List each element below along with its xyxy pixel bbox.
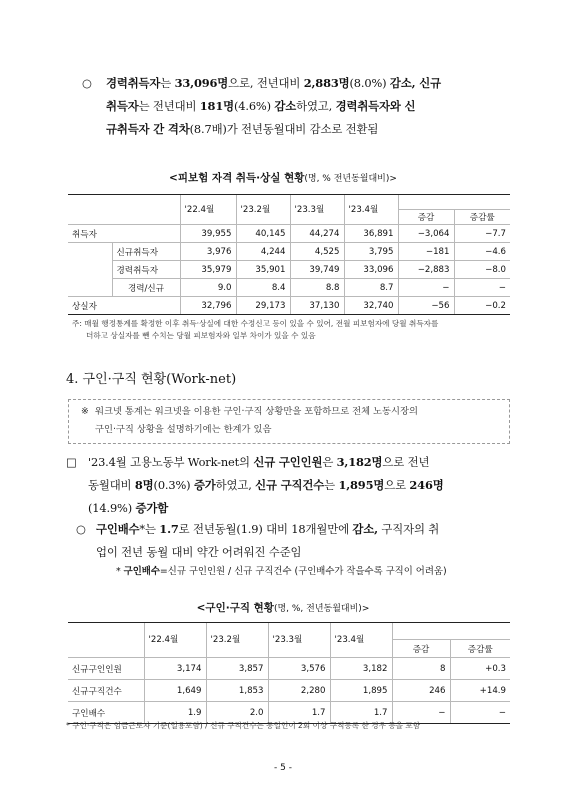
table-cell: 3,976 — [180, 243, 236, 261]
table-cell: 1.7 — [268, 702, 330, 724]
table1-title: <피보험 자격 취득·상실 현황 — [169, 172, 305, 184]
table-cell: 36,891 — [344, 225, 398, 243]
emphasis-text: 경력취득자와 신 — [335, 99, 416, 113]
table-cell: 1,853 — [206, 680, 268, 702]
table-cell: 33,096 — [344, 261, 398, 279]
row-label: 경력/신규 — [112, 279, 180, 297]
emphasis-text: 증가함 — [135, 501, 169, 515]
body-text: 는 — [160, 76, 175, 90]
table-row — [68, 658, 510, 680]
row-label: 구인배수 — [68, 702, 144, 724]
emphasis-text: 33,096명 — [174, 76, 229, 90]
body-text: 은 — [322, 455, 337, 469]
table2-title-unit: (명, %, 전년동월대비)> — [273, 604, 370, 614]
table1-note — [72, 318, 512, 342]
table-cell: 3,576 — [268, 658, 330, 680]
indent-cell — [68, 279, 112, 297]
paragraph-job-ratio — [96, 518, 510, 564]
section-title: 구인·구직 현황 — [82, 372, 167, 387]
table-row — [68, 279, 510, 297]
body-text: (14.9%) — [88, 501, 136, 515]
table1-col-header: '23.2월 — [236, 195, 290, 225]
table-cell: −7.7 — [454, 225, 510, 243]
emphasis-text: 감소, 신규 — [389, 76, 441, 90]
table-cell: −2,883 — [398, 261, 454, 279]
emphasis-text: 3,182명 — [336, 455, 383, 469]
emphasis-text: 신규 구직건수 — [255, 478, 325, 492]
table-cell: 8 — [392, 658, 450, 680]
table-row — [68, 297, 510, 315]
table-cell: −3,064 — [398, 225, 454, 243]
table2-title: <구인·구직 현황 — [196, 602, 274, 614]
job-offer-seeking-table — [68, 622, 510, 724]
emphasis-text: 증가 — [193, 478, 216, 492]
body-text: 하였고, — [296, 99, 336, 113]
emphasis-text: 감소 — [274, 99, 297, 113]
emphasis-text: 8명 — [134, 478, 154, 492]
table2-col-header: '23.3월 — [268, 623, 330, 658]
table-cell: 8.7 — [344, 279, 398, 297]
body-text: 로 전년동월(1.9) 대비 18개월만에 — [178, 522, 353, 536]
body-text: 으로, 전년대비 — [228, 76, 304, 90]
row-label: 신규취득자 — [112, 243, 180, 261]
table-cell: 4,244 — [236, 243, 290, 261]
table-cell: 39,955 — [180, 225, 236, 243]
body-text: *는 — [139, 522, 160, 536]
table-cell: +14.9 — [450, 680, 510, 702]
bullet-circle: ○ — [82, 76, 92, 90]
body-text: (8.7배)가 전년동월대비 감소로 전환됨 — [189, 122, 379, 136]
emphasis-text: 246명 — [409, 478, 444, 492]
table-row — [68, 680, 510, 702]
table-cell: 35,979 — [180, 261, 236, 279]
job-ratio-footnote — [116, 563, 447, 577]
notice-line1: 워크넷 통계는 워크넷을 이용한 구인·구직 상황만을 포함하므로 전체 노동시장의 — [95, 406, 418, 417]
table-cell: −181 — [398, 243, 454, 261]
paragraph-worknet-summary — [88, 451, 508, 520]
table-cell: 32,796 — [180, 297, 236, 315]
table-cell: 1.7 — [330, 702, 392, 724]
table2-caption — [60, 600, 506, 615]
table-cell: − — [454, 279, 510, 297]
notice-line2: 구인·구직 상황을 설명하기에는 한계가 있음 — [95, 424, 272, 435]
table-cell: −8.0 — [454, 261, 510, 279]
insurance-qualification-table — [68, 194, 510, 315]
table-cell: 3,182 — [330, 658, 392, 680]
table-cell: − — [392, 702, 450, 724]
table1-subheader-rate: 증감률 — [454, 210, 510, 225]
emphasis-text: 181명 — [199, 99, 234, 113]
body-text: 는 전년대비 — [138, 99, 200, 113]
row-label: 신규구인인원 — [68, 658, 144, 680]
table-row — [68, 261, 510, 279]
emphasis-text: 신규 구인인원 — [253, 455, 323, 469]
body-text: (4.6%) — [233, 99, 275, 113]
body-text: 동월대비 — [88, 478, 135, 492]
body-text: 으로 — [384, 478, 410, 492]
body-text: (8.0%) — [349, 76, 390, 90]
table-cell: 44,274 — [290, 225, 344, 243]
body-text: 으로 전년 — [382, 455, 430, 469]
indent-cell — [68, 243, 112, 261]
table-cell: 246 — [392, 680, 450, 702]
table1-corner-cell — [68, 195, 180, 225]
table1-col-header: '23.3월 — [290, 195, 344, 225]
table-cell: 8.4 — [236, 279, 290, 297]
body-text: 하였고, — [215, 478, 256, 492]
reference-mark: ※ — [81, 406, 89, 417]
row-label: 경력취득자 — [112, 261, 180, 279]
table-cell: 1,895 — [330, 680, 392, 702]
body-text: 는 — [324, 478, 339, 492]
emphasis-text: 1.7 — [159, 522, 179, 536]
emphasis-text: 경력취득자 — [106, 76, 161, 90]
table2-note: * 구인·구직은 임금근로자 기준(일용포함) / 신규 구직건수는 동일인이 2회 이상 구직등록 한 경우 등을 포함 — [66, 721, 421, 730]
table-cell: +0.3 — [450, 658, 510, 680]
emphasis-text: 감소, — [352, 522, 378, 536]
emphasis-text: 2,883명 — [303, 76, 350, 90]
table1-title-unit: (명, % 전년동월대비)> — [304, 174, 397, 184]
table-cell: 1,649 — [144, 680, 206, 702]
bullet-circle: ○ — [76, 522, 86, 536]
table-cell: 2.0 — [206, 702, 268, 724]
row-label: 취득자 — [68, 225, 180, 243]
table-cell: 35,901 — [236, 261, 290, 279]
paragraph-acquisition-summary — [106, 72, 506, 141]
bullet-square: □ — [66, 455, 77, 469]
table-cell: 40,145 — [236, 225, 290, 243]
body-text: 구직자의 취 — [377, 522, 440, 536]
footnote-label: 구인배수 — [123, 566, 160, 577]
emphasis-text: 구인배수 — [96, 522, 140, 536]
table-cell: 3,174 — [144, 658, 206, 680]
section-number: 4. — [66, 372, 79, 387]
emphasis-text: 1,895명 — [338, 478, 385, 492]
table2-subheader-change: 증감 — [392, 640, 450, 658]
table-cell: 4,525 — [290, 243, 344, 261]
section-title-paren: (Work-net) — [166, 372, 237, 387]
table-cell: − — [450, 702, 510, 724]
footnote-star: * — [116, 566, 121, 577]
table-cell: −56 — [398, 297, 454, 315]
table-cell: 29,173 — [236, 297, 290, 315]
section-heading — [66, 368, 236, 387]
table1-col-header: '22.4월 — [180, 195, 236, 225]
table-cell: 9.0 — [180, 279, 236, 297]
table1-col-header: '23.4월 — [344, 195, 398, 225]
table-row — [68, 225, 510, 243]
table-cell: − — [398, 279, 454, 297]
body-text: (0.3%) — [153, 478, 194, 492]
page-number: - 5 - — [274, 763, 292, 773]
footnote-text: =신규 구인인원 / 신규 구직건수 (구인배수가 작을수록 구직이 어려움) — [159, 566, 447, 577]
table2-col-header: '23.4월 — [330, 623, 392, 658]
table-cell: 32,740 — [344, 297, 398, 315]
table-cell: 3,857 — [206, 658, 268, 680]
table-cell: 2,280 — [268, 680, 330, 702]
worknet-notice-box — [68, 399, 510, 444]
body-text: '23.4월 고용노동부 Work-net의 — [88, 455, 254, 469]
table1-note-line2: 더하고 상실자를 뺀 수치는 당월 피보험자와 일부 차이가 있을 수 있음 — [86, 331, 316, 340]
row-label: 신규구직건수 — [68, 680, 144, 702]
table2-change-header-blank — [392, 623, 510, 640]
table2-subheader-rate: 증감률 — [450, 640, 510, 658]
table-cell: 39,749 — [290, 261, 344, 279]
table2-col-header: '22.4월 — [144, 623, 206, 658]
table2-corner-cell — [68, 623, 144, 658]
table1-caption — [60, 170, 506, 185]
table-cell: 8.8 — [290, 279, 344, 297]
table-cell: 3,795 — [344, 243, 398, 261]
table1-subheader-change: 증감 — [398, 210, 454, 225]
table1-change-header-blank — [398, 195, 510, 210]
table-cell: 1.9 — [144, 702, 206, 724]
body-text: 업이 전년 동월 대비 약간 어려워진 수준임 — [96, 545, 302, 559]
table1-note-line1: 주: 매월 행정통계를 확정한 이후 취득·상실에 대한 수정신고 등이 있을 수 있어, 전월 피보험자에 당월 취득자를 — [72, 319, 439, 328]
indent-cell — [68, 261, 112, 279]
table-cell: 37,130 — [290, 297, 344, 315]
emphasis-text: 규취득자 간 격차 — [106, 122, 190, 136]
table2-col-header: '23.2월 — [206, 623, 268, 658]
row-label: 상실자 — [68, 297, 180, 315]
table-row — [68, 243, 510, 261]
table-cell: −0.2 — [454, 297, 510, 315]
emphasis-text: 취득자 — [106, 99, 139, 113]
table-cell: −4.6 — [454, 243, 510, 261]
